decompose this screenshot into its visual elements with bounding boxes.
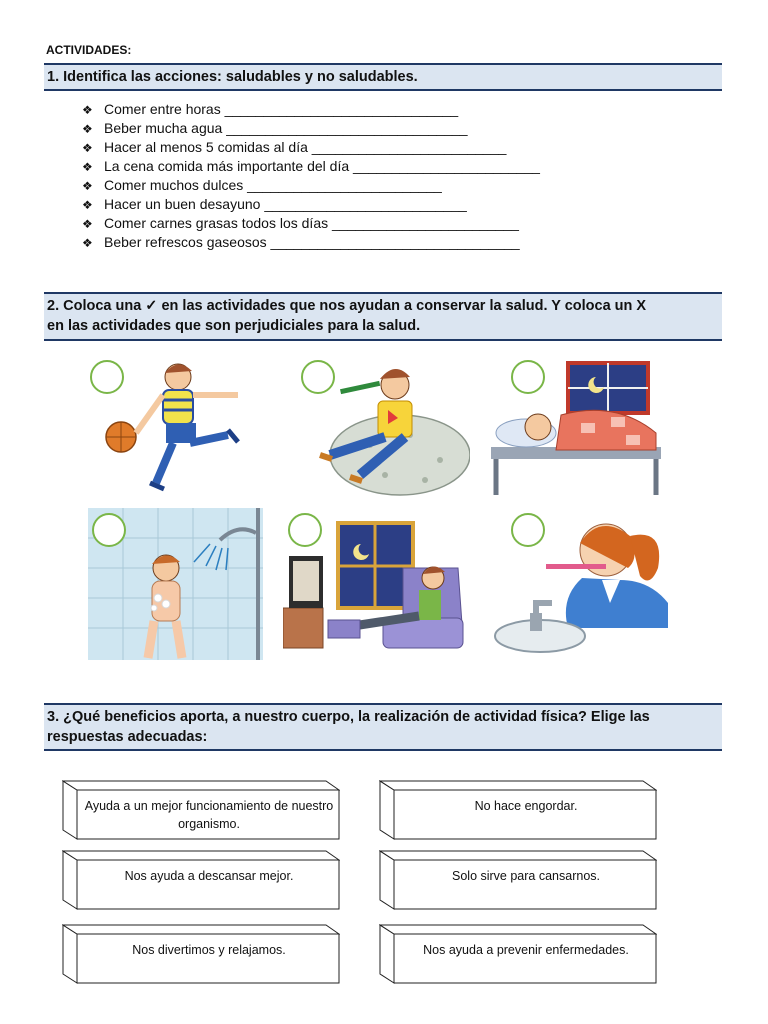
answer-option-label: Nos ayuda a descansar mejor. bbox=[124, 869, 294, 883]
bullet-icon: ❖ bbox=[82, 198, 93, 212]
bullet-icon: ❖ bbox=[82, 141, 93, 155]
list-item: ❖ Comer carnes grasas todos los días ________________________ bbox=[82, 214, 540, 233]
answer-option[interactable] bbox=[379, 850, 657, 910]
worksheet-title: ACTIVIDADES: bbox=[46, 43, 132, 57]
section-1-header bbox=[44, 63, 722, 91]
list-item: ❖ Comer entre horas ______________________________ bbox=[82, 100, 540, 119]
bullet-icon: ❖ bbox=[82, 179, 93, 193]
list-item: ❖ Beber mucha agua _______________________________ bbox=[82, 119, 540, 138]
answer-option[interactable] bbox=[62, 850, 340, 910]
answer-circle[interactable] bbox=[288, 513, 322, 547]
section-3-header bbox=[44, 703, 722, 751]
section-1-title: 1. Identifica las acciones: saludables y no saludables. bbox=[47, 69, 418, 85]
answer-option-label: Ayuda a un mejor funcionamiento de nuestro organismo. bbox=[84, 799, 334, 831]
actions-list bbox=[82, 100, 540, 252]
answer-option[interactable] bbox=[62, 780, 340, 840]
bullet-icon: ❖ bbox=[82, 236, 93, 250]
list-item: ❖ Hacer un buen desayuno __________________________ bbox=[82, 195, 540, 214]
answer-circle[interactable] bbox=[511, 360, 545, 394]
bullet-icon: ❖ bbox=[82, 103, 93, 117]
bullet-icon: ❖ bbox=[82, 122, 93, 136]
section-2-title-line2: en las actividades que son perjudiciales para la salud. bbox=[47, 318, 421, 334]
section-3-title-line1: 3. ¿Qué beneficios aporta, a nuestro cuerpo, la realización de actividad física? Elige las bbox=[47, 709, 650, 725]
section-3-title-line2: respuestas adecuadas: bbox=[47, 729, 208, 745]
section-2-header bbox=[44, 292, 722, 341]
answer-option-label: Nos divertimos y relajamos. bbox=[132, 943, 286, 957]
bullet-icon: ❖ bbox=[82, 217, 93, 231]
answer-option[interactable] bbox=[379, 780, 657, 840]
answer-option-label: Solo sirve para cansarnos. bbox=[452, 869, 600, 883]
answer-option-label: No hace engordar. bbox=[474, 799, 578, 813]
answer-circle[interactable] bbox=[92, 513, 126, 547]
answer-option[interactable] bbox=[379, 924, 657, 984]
answer-option-label: Nos ayuda a prevenir enfermedades. bbox=[423, 943, 629, 957]
section-2-title-line1: 2. Coloca una ✓ en las actividades que nos ayudan a conservar la salud. Y coloca un X bbox=[47, 298, 647, 314]
answer-circle[interactable] bbox=[90, 360, 124, 394]
list-item: ❖ La cena comida más importante del día ________________________ bbox=[82, 157, 540, 176]
answer-circle[interactable] bbox=[301, 360, 335, 394]
bullet-icon: ❖ bbox=[82, 160, 93, 174]
list-item: ❖ Beber refrescos gaseosos ________________________________ bbox=[82, 233, 540, 252]
list-item: ❖ Comer muchos dulces _________________________ bbox=[82, 176, 540, 195]
answer-circle[interactable] bbox=[511, 513, 545, 547]
answer-option[interactable] bbox=[62, 924, 340, 984]
list-item: ❖ Hacer al menos 5 comidas al día _________________________ bbox=[82, 138, 540, 157]
